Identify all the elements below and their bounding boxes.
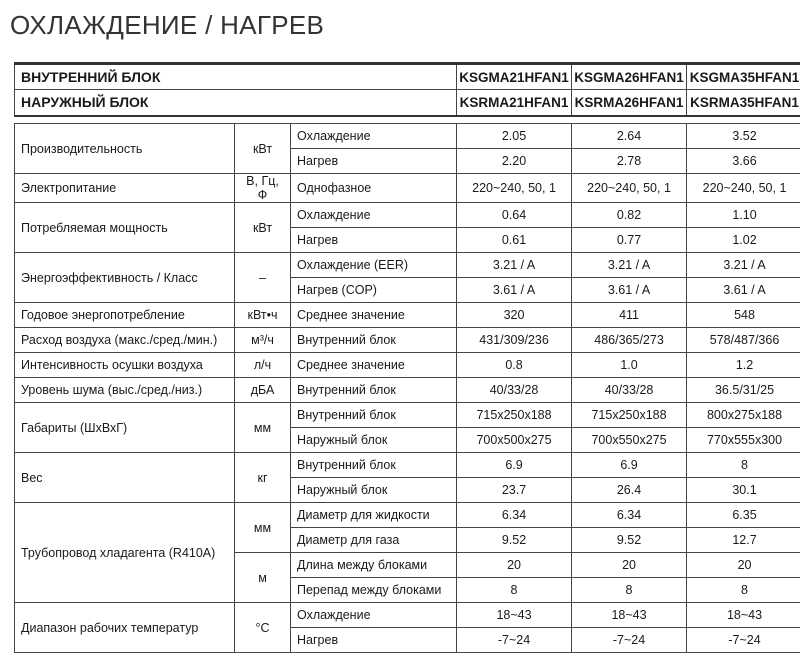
sub-label: Внутренний блок bbox=[291, 453, 457, 478]
value-cell: 8 bbox=[457, 578, 572, 603]
sub-label: Охлаждение bbox=[291, 203, 457, 228]
unit-piping-mm: мм bbox=[235, 503, 291, 553]
value-cell: 700x550x275 bbox=[572, 428, 687, 453]
value-cell: 36.5/31/25 bbox=[687, 378, 800, 403]
unit-capacity: кВт bbox=[235, 124, 291, 174]
header-row-indoor bbox=[15, 64, 800, 90]
value-cell: 0.64 bbox=[457, 203, 572, 228]
value-cell: 1.0 bbox=[572, 353, 687, 378]
sub-label: Однофазное bbox=[291, 174, 457, 203]
value-cell: 6.9 bbox=[457, 453, 572, 478]
value-cell: 23.7 bbox=[457, 478, 572, 503]
value-cell: 3.61 / A bbox=[687, 278, 800, 303]
value-cell: -7~24 bbox=[572, 628, 687, 653]
value-cell: 9.52 bbox=[572, 528, 687, 553]
sub-label: Наружный блок bbox=[291, 428, 457, 453]
value-cell: 411 bbox=[572, 303, 687, 328]
param-capacity: Производительность bbox=[15, 124, 235, 174]
sub-label: Нагрев bbox=[291, 228, 457, 253]
value-cell: 770x555x300 bbox=[687, 428, 800, 453]
value-cell: 2.78 bbox=[572, 149, 687, 174]
value-cell: 40/33/28 bbox=[572, 378, 687, 403]
param-annual-consumption: Годовое энергопотребление bbox=[15, 303, 235, 328]
value-cell: 3.21 / A bbox=[457, 253, 572, 278]
value-cell: 1.10 bbox=[687, 203, 800, 228]
indoor-model: KSGMA35HFAN1 bbox=[687, 64, 800, 90]
table-row bbox=[15, 124, 800, 149]
sub-label: Среднее значение bbox=[291, 303, 457, 328]
indoor-model: KSGMA26HFAN1 bbox=[572, 64, 687, 90]
value-cell: 486/365/273 bbox=[572, 328, 687, 353]
sub-label: Внутренний блок bbox=[291, 378, 457, 403]
value-cell: 715x250x188 bbox=[457, 403, 572, 428]
separator-row bbox=[15, 116, 800, 124]
unit-dimensions: мм bbox=[235, 403, 291, 453]
value-cell: 20 bbox=[687, 553, 800, 578]
value-cell: 9.52 bbox=[457, 528, 572, 553]
param-dehumidification: Интенсивность осушки воздуха bbox=[15, 353, 235, 378]
param-temperature-range: Диапазон рабочих температур bbox=[15, 603, 235, 653]
unit-noise: дБА bbox=[235, 378, 291, 403]
value-cell: 26.4 bbox=[572, 478, 687, 503]
param-power-supply: Электропитание bbox=[15, 174, 235, 203]
value-cell: -7~24 bbox=[457, 628, 572, 653]
value-cell: 6.9 bbox=[572, 453, 687, 478]
value-cell: 220~240, 50, 1 bbox=[687, 174, 800, 203]
sub-label: Нагрев (COP) bbox=[291, 278, 457, 303]
value-cell: 220~240, 50, 1 bbox=[457, 174, 572, 203]
table-row bbox=[15, 353, 800, 378]
unit-piping-m: м bbox=[235, 553, 291, 603]
outdoor-unit-label: НАРУЖНЫЙ БЛОК bbox=[15, 90, 457, 116]
value-cell: 715x250x188 bbox=[572, 403, 687, 428]
table-row bbox=[15, 253, 800, 278]
sub-label: Нагрев bbox=[291, 149, 457, 174]
outdoor-model: KSRMA26HFAN1 bbox=[572, 90, 687, 116]
value-cell: 1.02 bbox=[687, 228, 800, 253]
table-row bbox=[15, 603, 800, 628]
sub-label: Охлаждение bbox=[291, 603, 457, 628]
value-cell: 3.21 / A bbox=[687, 253, 800, 278]
value-cell: 431/309/236 bbox=[457, 328, 572, 353]
sub-label: Перепад между блоками bbox=[291, 578, 457, 603]
unit-annual-consumption: кВт•ч bbox=[235, 303, 291, 328]
value-cell: 12.7 bbox=[687, 528, 800, 553]
value-cell: 18~43 bbox=[572, 603, 687, 628]
table-row bbox=[15, 328, 800, 353]
param-efficiency: Энергоэффективность / Класс bbox=[15, 253, 235, 303]
param-airflow: Расход воздуха (макс./сред./мин.) bbox=[15, 328, 235, 353]
table-row bbox=[15, 403, 800, 428]
value-cell: 2.20 bbox=[457, 149, 572, 174]
unit-temperature: °С bbox=[235, 603, 291, 653]
param-weight: Вес bbox=[15, 453, 235, 503]
unit-dehumidification: л/ч bbox=[235, 353, 291, 378]
value-cell: 320 bbox=[457, 303, 572, 328]
value-cell: 6.35 bbox=[687, 503, 800, 528]
value-cell: 3.61 / A bbox=[572, 278, 687, 303]
table-row bbox=[15, 303, 800, 328]
sub-label: Внутренний блок bbox=[291, 328, 457, 353]
sub-label: Среднее значение bbox=[291, 353, 457, 378]
table-row bbox=[15, 378, 800, 403]
value-cell: 3.66 bbox=[687, 149, 800, 174]
value-cell: 8 bbox=[572, 578, 687, 603]
param-power-consumption: Потребляемая мощность bbox=[15, 203, 235, 253]
value-cell: 0.82 bbox=[572, 203, 687, 228]
value-cell: 18~43 bbox=[687, 603, 800, 628]
unit-power-supply: В, Гц, Ф bbox=[235, 174, 291, 203]
spec-table bbox=[14, 62, 800, 653]
sub-label: Диаметр для жидкости bbox=[291, 503, 457, 528]
param-noise: Уровень шума (выс./сред./низ.) bbox=[15, 378, 235, 403]
value-cell: 2.64 bbox=[572, 124, 687, 149]
unit-airflow: м³/ч bbox=[235, 328, 291, 353]
value-cell: 2.05 bbox=[457, 124, 572, 149]
param-dimensions: Габариты (ШхВхГ) bbox=[15, 403, 235, 453]
table-row bbox=[15, 503, 800, 528]
unit-weight: кг bbox=[235, 453, 291, 503]
outdoor-model: KSRMA21HFAN1 bbox=[457, 90, 572, 116]
value-cell: 800x275x188 bbox=[687, 403, 800, 428]
value-cell: 3.52 bbox=[687, 124, 800, 149]
value-cell: 700x500x275 bbox=[457, 428, 572, 453]
sub-label: Охлаждение bbox=[291, 124, 457, 149]
indoor-model: KSGMA21HFAN1 bbox=[457, 64, 572, 90]
sub-label: Диаметр для газа bbox=[291, 528, 457, 553]
unit-power-consumption: кВт bbox=[235, 203, 291, 253]
value-cell: 3.21 / A bbox=[572, 253, 687, 278]
value-cell: 578/487/366 bbox=[687, 328, 800, 353]
value-cell: 20 bbox=[457, 553, 572, 578]
table-row bbox=[15, 174, 800, 203]
sub-label: Внутренний блок bbox=[291, 403, 457, 428]
page-title: ОХЛАЖДЕНИЕ / НАГРЕВ bbox=[10, 10, 325, 40]
outdoor-model: KSRMA35HFAN1 bbox=[687, 90, 800, 116]
value-cell: 8 bbox=[687, 578, 800, 603]
value-cell: 3.61 / A bbox=[457, 278, 572, 303]
value-cell: 0.61 bbox=[457, 228, 572, 253]
value-cell: 6.34 bbox=[457, 503, 572, 528]
value-cell: 0.77 bbox=[572, 228, 687, 253]
param-piping: Трубопровод хладагента (R410A) bbox=[15, 503, 235, 603]
sub-label: Длина между блоками bbox=[291, 553, 457, 578]
value-cell: 30.1 bbox=[687, 478, 800, 503]
value-cell: -7~24 bbox=[687, 628, 800, 653]
sub-label: Нагрев bbox=[291, 628, 457, 653]
value-cell: 220~240, 50, 1 bbox=[572, 174, 687, 203]
header-row-outdoor bbox=[15, 90, 800, 116]
table-row bbox=[15, 203, 800, 228]
value-cell: 1.2 bbox=[687, 353, 800, 378]
value-cell: 18~43 bbox=[457, 603, 572, 628]
value-cell: 548 bbox=[687, 303, 800, 328]
indoor-unit-label: ВНУТРЕННИЙ БЛОК bbox=[15, 64, 457, 90]
value-cell: 8 bbox=[687, 453, 800, 478]
value-cell: 20 bbox=[572, 553, 687, 578]
sub-label: Охлаждение (EER) bbox=[291, 253, 457, 278]
value-cell: 6.34 bbox=[572, 503, 687, 528]
value-cell: 0.8 bbox=[457, 353, 572, 378]
table-row bbox=[15, 453, 800, 478]
sub-label: Наружный блок bbox=[291, 478, 457, 503]
value-cell: 40/33/28 bbox=[457, 378, 572, 403]
unit-efficiency: – bbox=[235, 253, 291, 303]
